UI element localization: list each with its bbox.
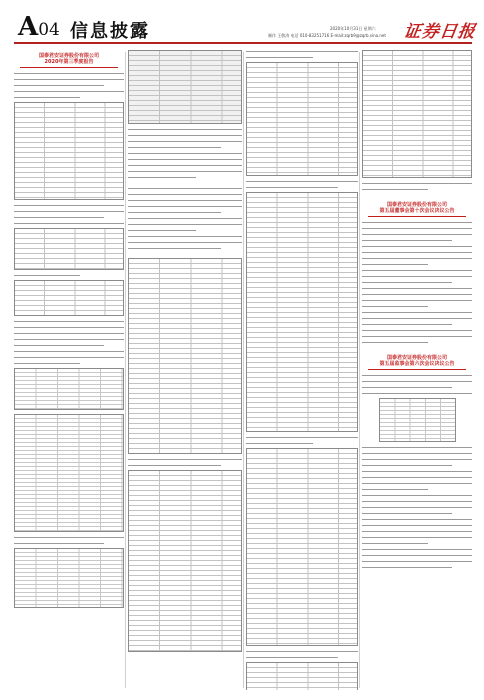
body-text-line bbox=[128, 128, 242, 132]
body-text-line bbox=[128, 146, 242, 150]
column-divider bbox=[359, 52, 360, 688]
body-text-line bbox=[362, 380, 472, 384]
body-text-line bbox=[362, 233, 472, 237]
body-text-line bbox=[362, 188, 472, 192]
body-text-line bbox=[362, 566, 472, 570]
body-text-line bbox=[362, 311, 472, 315]
body-text-line bbox=[128, 217, 242, 221]
financial-table bbox=[246, 62, 358, 176]
body-text-line bbox=[128, 164, 242, 168]
financial-table bbox=[128, 470, 242, 652]
body-text-line bbox=[128, 152, 242, 156]
column-2 bbox=[128, 50, 242, 690]
financial-table bbox=[14, 414, 124, 532]
body-text-line bbox=[362, 335, 472, 339]
financial-table bbox=[14, 280, 124, 316]
section-title: 信息披露 bbox=[70, 21, 150, 42]
financial-table bbox=[14, 228, 124, 270]
body-text-line bbox=[362, 524, 472, 528]
issue-date: 2020年10月31日 星期六 bbox=[330, 26, 376, 31]
body-text-line bbox=[362, 269, 472, 273]
body-text-line bbox=[362, 257, 472, 261]
body-text-line bbox=[14, 204, 124, 208]
body-text-line bbox=[128, 229, 242, 233]
body-text-line bbox=[246, 180, 358, 184]
body-text-line bbox=[14, 536, 124, 540]
editor-contact-line: 制作 王敬涛 电话 010-83251716 E-mail:zqrb9@zqrb.sina.net bbox=[268, 33, 386, 38]
newspaper-logo: 证券日报 bbox=[402, 22, 478, 42]
body-text-line bbox=[246, 56, 358, 60]
body-text-line bbox=[362, 476, 472, 480]
page-number bbox=[18, 14, 60, 43]
body-text-line bbox=[14, 542, 124, 546]
body-text-line bbox=[362, 494, 472, 498]
body-text-line bbox=[362, 464, 472, 468]
body-text-line bbox=[362, 536, 472, 540]
body-text-line bbox=[128, 193, 242, 197]
body-text-line bbox=[362, 182, 472, 186]
body-text-line bbox=[128, 241, 242, 245]
body-text-line bbox=[128, 235, 242, 239]
notice-header-supervisory-resolution bbox=[362, 352, 472, 374]
body-text-line bbox=[246, 186, 358, 190]
body-text-line bbox=[362, 299, 472, 303]
body-text-line bbox=[362, 506, 472, 510]
body-text-line bbox=[128, 211, 242, 215]
page-number-digits: 04 bbox=[38, 20, 60, 40]
financial-table bbox=[128, 50, 242, 124]
notice-company: 国泰君安证券股份有限公司 bbox=[386, 355, 447, 361]
body-text-line bbox=[128, 134, 242, 138]
body-text-line bbox=[362, 458, 472, 462]
body-text-line bbox=[14, 78, 124, 82]
column-divider bbox=[125, 52, 126, 688]
body-text-line bbox=[362, 446, 472, 450]
body-text-line bbox=[362, 512, 472, 516]
financial-table bbox=[362, 50, 472, 178]
column-3 bbox=[246, 50, 358, 690]
notice-rule bbox=[368, 369, 466, 370]
column-4 bbox=[362, 50, 472, 690]
body-text-line bbox=[362, 341, 472, 345]
body-text-line bbox=[128, 223, 242, 227]
body-text-line bbox=[14, 274, 124, 278]
body-text-line bbox=[362, 251, 472, 255]
body-text-line bbox=[128, 170, 242, 174]
body-text-line bbox=[362, 470, 472, 474]
notice-rule bbox=[368, 216, 466, 217]
masthead-divider bbox=[14, 42, 472, 44]
body-text-line bbox=[362, 305, 472, 309]
notice-title: 2020年第三季度报告 bbox=[44, 59, 94, 65]
body-text-line bbox=[246, 650, 358, 654]
body-text-line bbox=[246, 442, 358, 446]
body-text-line bbox=[362, 221, 472, 225]
financial-table bbox=[246, 192, 358, 432]
body-text-line bbox=[128, 187, 242, 191]
body-text-line bbox=[14, 90, 124, 94]
body-text-line bbox=[362, 239, 472, 243]
body-text-line bbox=[246, 50, 358, 54]
body-text-line bbox=[14, 222, 124, 226]
body-text-line bbox=[128, 458, 242, 462]
financial-table bbox=[246, 448, 358, 646]
body-text-line bbox=[362, 554, 472, 558]
body-text-line bbox=[14, 338, 124, 342]
column-divider bbox=[243, 52, 244, 688]
body-text-line bbox=[362, 548, 472, 552]
body-text-line bbox=[362, 227, 472, 231]
body-text-line bbox=[362, 317, 472, 321]
body-text-line bbox=[362, 560, 472, 564]
body-text-line bbox=[128, 199, 242, 203]
body-text-line bbox=[362, 518, 472, 522]
body-text-line bbox=[14, 344, 124, 348]
body-text-line bbox=[362, 530, 472, 534]
body-text-line bbox=[362, 452, 472, 456]
body-text-line bbox=[14, 350, 124, 354]
body-text-line bbox=[246, 656, 358, 660]
body-text-line bbox=[128, 140, 242, 144]
body-text-line bbox=[14, 84, 124, 88]
notice-company: 国泰君安证券股份有限公司 bbox=[386, 202, 447, 208]
body-text-line bbox=[14, 356, 124, 360]
body-text-line bbox=[14, 216, 124, 220]
body-text-line bbox=[14, 320, 124, 324]
body-text-line bbox=[14, 326, 124, 330]
body-text-line bbox=[14, 362, 124, 366]
body-text-line bbox=[362, 374, 472, 378]
body-text-line bbox=[14, 72, 124, 76]
body-text-line bbox=[128, 464, 242, 468]
notice-header-quarterly-report bbox=[14, 50, 124, 72]
body-text-line bbox=[362, 386, 472, 390]
masthead bbox=[0, 0, 484, 44]
notice-company: 国泰君安证券股份有限公司 bbox=[38, 53, 99, 59]
body-text-line bbox=[246, 436, 358, 440]
body-text-line bbox=[362, 488, 472, 492]
body-text-line bbox=[128, 247, 242, 251]
financial-table bbox=[379, 398, 456, 442]
body-text-line bbox=[362, 275, 472, 279]
page-letter: A bbox=[18, 12, 38, 42]
financial-table bbox=[14, 102, 124, 200]
body-text-line bbox=[128, 158, 242, 162]
body-text-line bbox=[362, 323, 472, 327]
financial-table bbox=[14, 368, 124, 410]
financial-table bbox=[14, 548, 124, 608]
notice-rule bbox=[20, 67, 118, 68]
body-text-line bbox=[362, 392, 472, 396]
notice-header-board-resolution bbox=[362, 199, 472, 221]
body-text-line bbox=[128, 176, 242, 180]
body-text-line bbox=[362, 281, 472, 285]
body-text-line bbox=[362, 293, 472, 297]
body-text-line bbox=[14, 96, 124, 100]
body-text-line bbox=[362, 287, 472, 291]
body-text-line bbox=[362, 329, 472, 333]
column-1 bbox=[14, 50, 124, 690]
body-text-line bbox=[14, 210, 124, 214]
financial-table bbox=[128, 258, 242, 454]
body-text-line bbox=[362, 500, 472, 504]
notice-title: 第五届董事会第十次会议决议公告 bbox=[379, 208, 455, 214]
body-text-line bbox=[362, 542, 472, 546]
body-text-line bbox=[362, 263, 472, 267]
body-text-line bbox=[14, 332, 124, 336]
financial-table bbox=[246, 662, 358, 690]
body-text-line bbox=[362, 245, 472, 249]
body-text-line bbox=[128, 205, 242, 209]
notice-title: 第五届监事会第六次会议决议公告 bbox=[379, 361, 455, 367]
body-text-line bbox=[362, 482, 472, 486]
